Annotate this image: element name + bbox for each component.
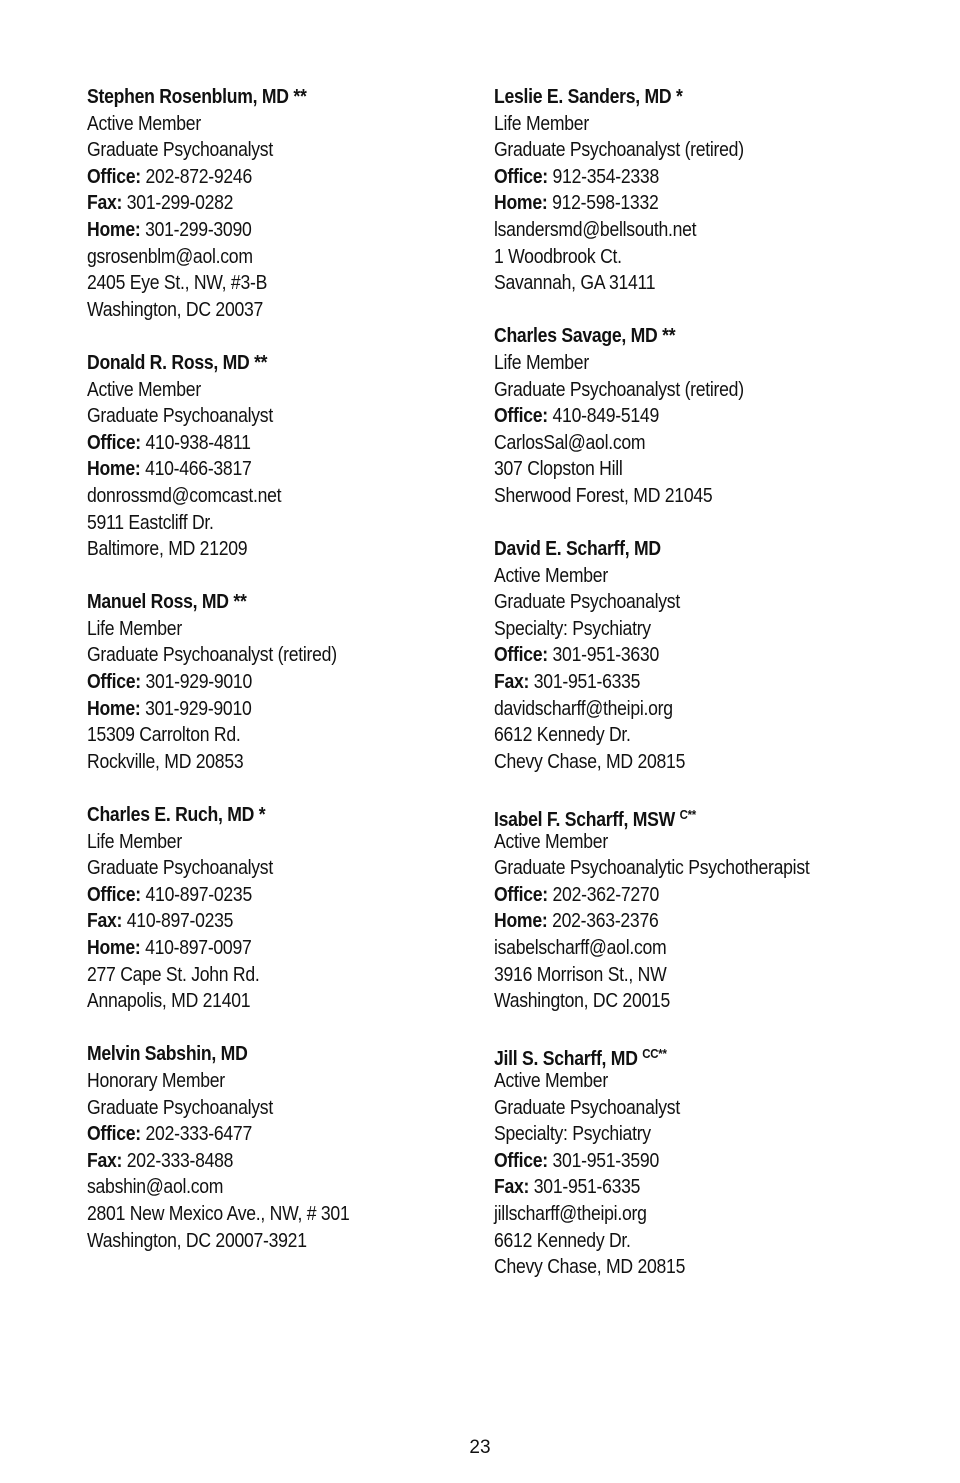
member-entry (494, 84, 934, 297)
contact-value: 410-466-3817 (140, 458, 252, 481)
info-text: Baltimore, MD 21209 (87, 538, 248, 561)
info-line (494, 1095, 881, 1122)
contact-line (494, 642, 881, 669)
info-text: 15309 Carrolton Rd. (87, 724, 241, 747)
member-name-text: David E. Scharff, MD (494, 538, 661, 561)
info-line (494, 829, 881, 856)
info-text: Graduate Psychoanalyst (retired) (494, 139, 744, 162)
member-entry (87, 84, 527, 323)
member-entry (494, 323, 934, 509)
contact-value: 202-333-6477 (140, 1123, 252, 1146)
info-text: Savannah, GA 31411 (494, 272, 656, 295)
info-text: Sherwood Forest, MD 21045 (494, 484, 713, 507)
info-text: Chevy Chase, MD 20815 (494, 750, 686, 773)
info-line (87, 536, 474, 563)
contact-line (87, 696, 474, 723)
info-text: donrossmd@comcast.net (87, 484, 282, 507)
info-line (87, 722, 474, 749)
contact-value: 410-849-5149 (547, 405, 659, 428)
info-line (494, 137, 881, 164)
member-entry (87, 1041, 530, 1254)
contact-value: 301-299-3090 (140, 218, 252, 241)
info-text: Chevy Chase, MD 20815 (494, 1256, 686, 1279)
member-name-text: Manuel Ross, MD ** (87, 591, 247, 614)
member-credential-mark: CC** (642, 1046, 667, 1062)
info-text: gsrosenblm@aol.com (87, 245, 253, 268)
contact-label: Fax: (494, 1176, 530, 1199)
contact-value: 301-951-6335 (529, 671, 641, 694)
contact-value: 301-929-9010 (140, 697, 252, 720)
info-line (87, 111, 474, 138)
contact-value: 410-897-0235 (140, 883, 252, 906)
member-name (87, 802, 474, 829)
info-line (87, 297, 474, 324)
info-line (87, 988, 474, 1015)
info-text: Annapolis, MD 21401 (87, 990, 251, 1013)
contact-label: Fax: (87, 192, 123, 215)
contact-line (87, 1148, 474, 1175)
info-line (494, 935, 881, 962)
info-text: sabshin@aol.com (87, 1176, 224, 1199)
info-text: Graduate Psychoanalytic Psychotherapist (494, 857, 810, 880)
info-line (494, 430, 881, 457)
info-text: 3916 Morrison St., NW (494, 963, 667, 986)
info-text: Active Member (494, 830, 608, 853)
contact-line (87, 190, 474, 217)
directory-column-left (87, 84, 530, 1281)
contact-label: Office: (87, 431, 141, 454)
member-entry (87, 802, 527, 1015)
info-text: Specialty: Psychiatry (494, 617, 651, 640)
member-entry (494, 802, 934, 1015)
info-text: Active Member (494, 1069, 608, 1092)
contact-label: Home: (87, 697, 141, 720)
info-line (494, 1228, 881, 1255)
info-text: Active Member (87, 378, 201, 401)
contact-value: 301-299-0282 (122, 192, 234, 215)
info-line (87, 616, 474, 643)
contact-value: 301-929-9010 (140, 671, 252, 694)
info-line (87, 510, 474, 537)
info-line (87, 403, 474, 430)
member-name-text: Charles Savage, MD ** (494, 325, 676, 348)
contact-line (494, 669, 881, 696)
info-text: Graduate Psychoanalyst (retired) (87, 644, 337, 667)
contact-line (494, 164, 881, 191)
info-line (494, 616, 881, 643)
member-name-text: Leslie E. Sanders, MD * (494, 86, 683, 108)
contact-line (494, 1174, 881, 1201)
member-name (494, 802, 881, 832)
info-text: lsandersmd@bellsouth.net (494, 218, 697, 241)
contact-label: Office: (87, 883, 141, 906)
contact-label: Home: (494, 910, 548, 933)
info-text: jillscharff@theipi.org (494, 1202, 647, 1225)
page-number: 23 (469, 1437, 491, 1458)
contact-value: 912-354-2338 (547, 165, 659, 188)
info-text: Graduate Psychoanalyst (494, 591, 680, 614)
contact-line (87, 164, 474, 191)
info-text: 1 Woodbrook Ct. (494, 245, 622, 268)
contact-line (87, 1121, 474, 1148)
contact-line (494, 190, 881, 217)
info-text: CarlosSal@aol.com (494, 431, 646, 454)
info-line (87, 1068, 474, 1095)
contact-label: Office: (87, 1123, 141, 1146)
info-text: Washington, DC 20015 (494, 990, 671, 1013)
member-name-text: Donald R. Ross, MD ** (87, 351, 268, 374)
info-text: Washington, DC 20007-3921 (87, 1229, 307, 1252)
contact-line (87, 430, 474, 457)
contact-label: Home: (87, 458, 141, 481)
member-entry (87, 589, 530, 775)
member-name (87, 350, 474, 377)
info-text: Graduate Psychoanalyst (retired) (494, 378, 744, 401)
info-line (494, 855, 881, 882)
info-line (87, 1174, 474, 1201)
contact-line (87, 456, 474, 483)
contact-label: Office: (87, 671, 141, 694)
contact-line (87, 908, 474, 935)
info-line (87, 244, 474, 271)
info-text: Graduate Psychoanalyst (87, 857, 273, 880)
info-text: 5911 Eastcliff Dr. (87, 511, 214, 534)
info-line (494, 111, 881, 138)
contact-value: 301-951-3630 (547, 644, 659, 667)
info-line (87, 642, 474, 669)
info-text: davidscharff@theipi.org (494, 697, 673, 720)
contact-value: 202-362-7270 (547, 883, 659, 906)
info-line (87, 483, 474, 510)
member-name-text: Stephen Rosenblum, MD ** (87, 86, 307, 108)
member-entry (494, 1041, 934, 1280)
info-line (87, 1095, 474, 1122)
info-text: 6612 Kennedy Dr. (494, 1229, 631, 1252)
info-text: Active Member (87, 112, 201, 135)
contact-line (494, 1148, 881, 1175)
contact-value: 410-938-4811 (140, 431, 251, 454)
contact-line (494, 908, 881, 935)
contact-label: Fax: (87, 1149, 123, 1172)
contact-label: Home: (87, 937, 141, 959)
info-text: Active Member (494, 564, 608, 587)
info-text: Washington, DC 20037 (87, 298, 264, 321)
member-name (87, 1041, 474, 1068)
info-text: 2801 New Mexico Ave., NW, # 301 (87, 1202, 350, 1225)
info-line (87, 962, 474, 989)
info-text: Life Member (87, 617, 182, 640)
info-line (494, 377, 881, 404)
info-line (87, 270, 474, 297)
info-line (494, 1254, 881, 1281)
contact-label: Home: (87, 218, 141, 241)
member-name (87, 84, 474, 111)
info-text: Life Member (87, 830, 182, 853)
contact-label: Office: (494, 1149, 548, 1172)
info-line (494, 270, 881, 297)
member-name-text: Jill S. Scharff, MD (494, 1048, 638, 1071)
info-line (494, 962, 881, 989)
info-line (87, 137, 474, 164)
info-line (494, 988, 881, 1015)
info-line (494, 350, 881, 377)
info-line (87, 1228, 474, 1255)
info-text: Life Member (494, 351, 589, 374)
contact-value: 301-951-3590 (547, 1149, 659, 1172)
info-text: Rockville, MD 20853 (87, 750, 244, 773)
info-text: Graduate Psychoanalyst (87, 139, 273, 162)
info-line (494, 1121, 881, 1148)
info-line (494, 749, 881, 776)
info-line (87, 749, 474, 776)
info-line (494, 483, 881, 510)
contact-label: Office: (494, 165, 548, 188)
info-line (87, 829, 474, 856)
info-line (494, 722, 881, 749)
member-name-text: Isabel F. Scharff, MSW (494, 809, 675, 832)
contact-value: 912-598-1332 (547, 192, 659, 215)
info-text: isabelscharff@aol.com (494, 937, 667, 959)
contact-value: 202-872-9246 (140, 165, 252, 188)
info-text: Specialty: Psychiatry (494, 1123, 651, 1146)
contact-value: 202-333-8488 (122, 1149, 234, 1172)
contact-line (87, 669, 474, 696)
member-name-text: Charles E. Ruch, MD * (87, 804, 266, 827)
info-line (494, 696, 881, 723)
info-text: Honorary Member (87, 1069, 225, 1092)
contact-line (87, 217, 474, 244)
directory-column-right (494, 84, 934, 1307)
member-name (494, 536, 881, 563)
contact-label: Home: (494, 192, 548, 215)
contact-label: Office: (494, 883, 548, 906)
info-text: Graduate Psychoanalyst (87, 405, 273, 428)
info-line (494, 244, 881, 271)
info-text: 6612 Kennedy Dr. (494, 724, 631, 747)
member-entry (494, 536, 934, 775)
contact-value: 410-897-0235 (122, 910, 234, 933)
contact-label: Office: (494, 644, 548, 667)
contact-value: 202-363-2376 (547, 910, 659, 933)
contact-label: Office: (87, 165, 141, 188)
contact-line (494, 403, 881, 430)
info-text: 307 Clopston Hill (494, 458, 623, 481)
member-entry (87, 350, 527, 563)
contact-label: Fax: (494, 671, 530, 694)
member-name (494, 1041, 881, 1071)
info-line (494, 456, 881, 483)
member-name (494, 323, 881, 350)
contact-value: 301-951-6335 (529, 1176, 641, 1199)
info-line (87, 855, 474, 882)
info-text: 2405 Eye St., NW, #3-B (87, 272, 268, 295)
contact-value: 410-897-0097 (140, 937, 252, 959)
info-text: 277 Cape St. John Rd. (87, 963, 260, 986)
info-text: Life Member (494, 112, 589, 135)
member-name (87, 589, 474, 616)
info-line (87, 377, 474, 404)
member-credential-mark: C** (679, 807, 697, 823)
info-line (494, 589, 881, 616)
contact-label: Office: (494, 405, 548, 428)
member-name (494, 84, 881, 111)
contact-line (87, 935, 474, 962)
info-text: Graduate Psychoanalyst (87, 1096, 273, 1119)
info-line (87, 1201, 474, 1228)
contact-line (87, 882, 474, 909)
info-line (494, 563, 881, 590)
info-line (494, 1068, 881, 1095)
info-line (494, 1201, 881, 1228)
info-line (494, 217, 881, 244)
info-text: Graduate Psychoanalyst (494, 1096, 680, 1119)
contact-label: Fax: (87, 910, 123, 933)
member-name-text: Melvin Sabshin, MD (87, 1043, 248, 1066)
contact-line (494, 882, 881, 909)
